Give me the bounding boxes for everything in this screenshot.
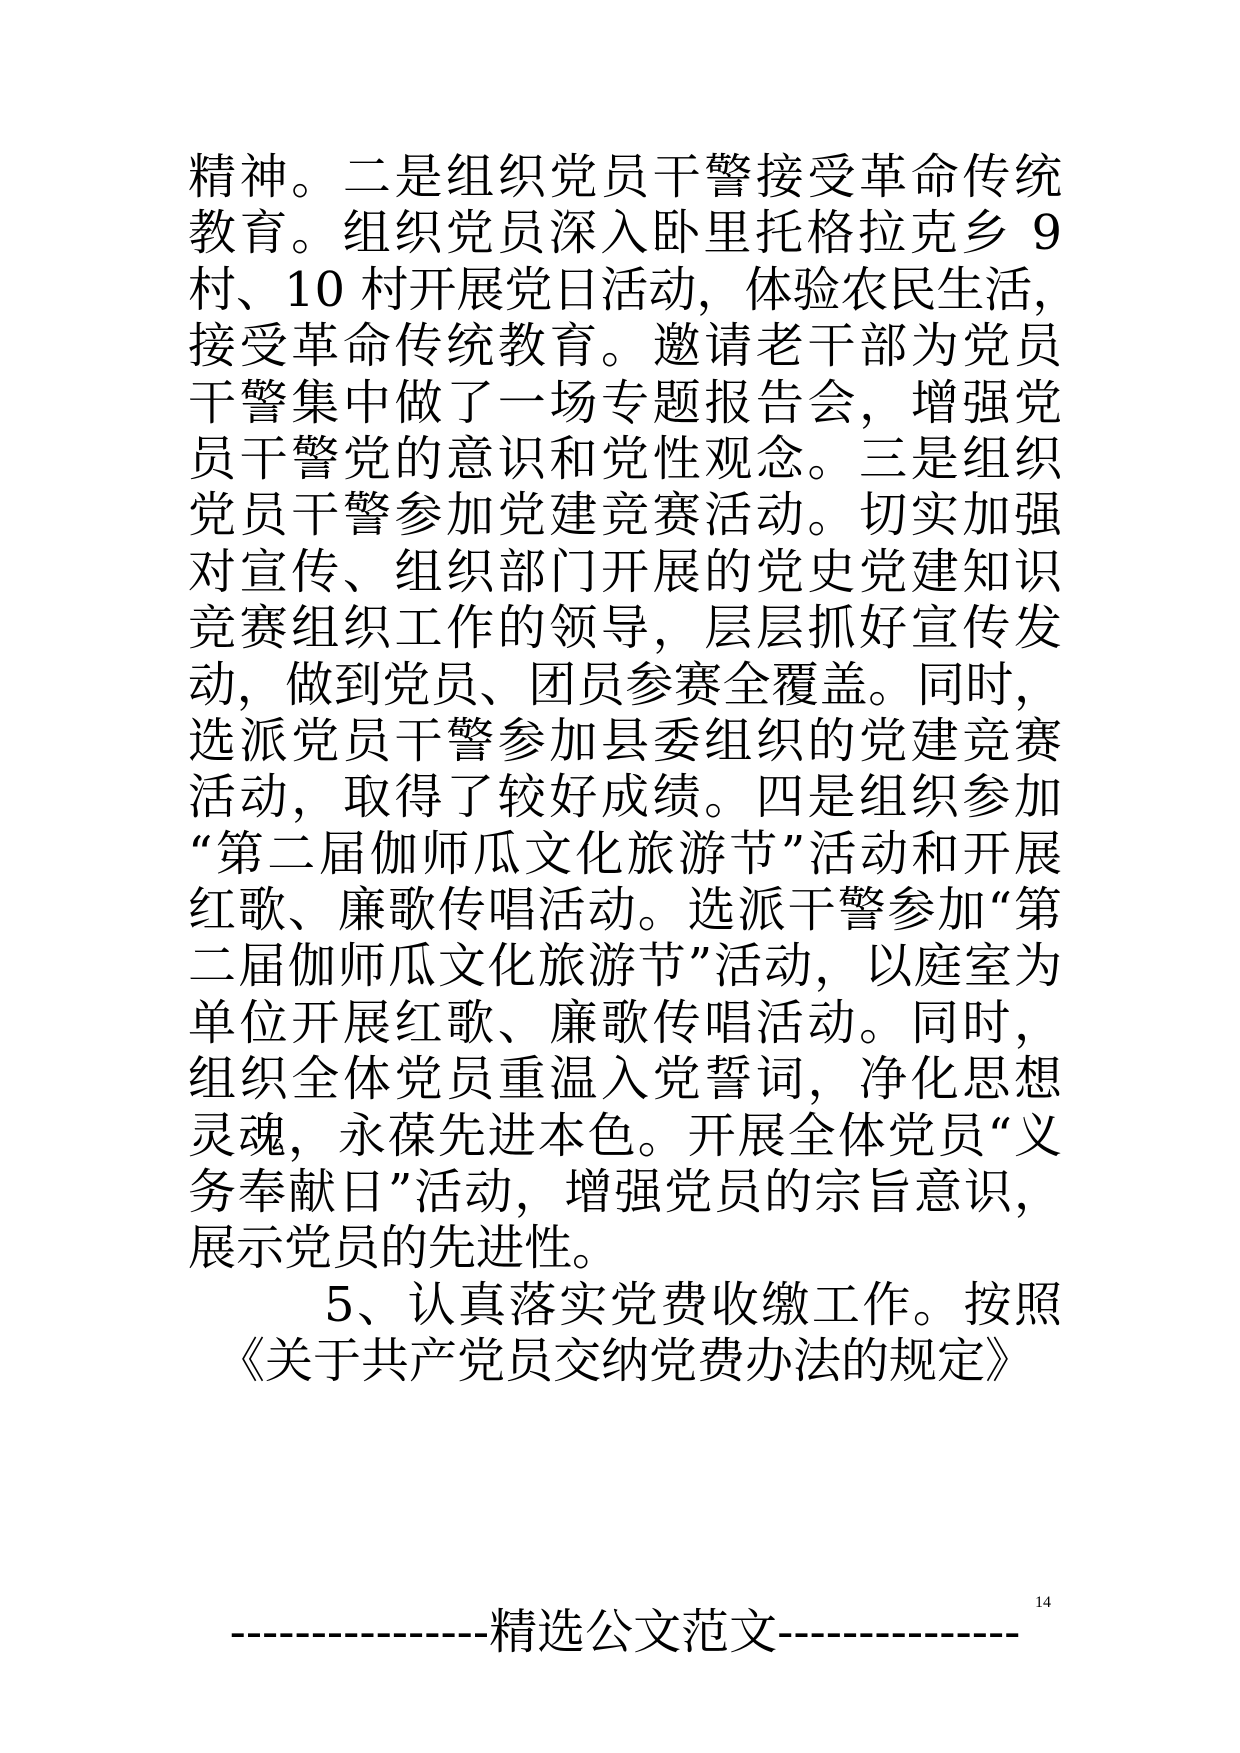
text-line: 二届伽师瓜文化旅游节”活动，以庭室为 [188, 938, 1062, 995]
text-line: 对宣传、组织部门开展的党史党建知识 [188, 543, 1062, 600]
page-number: 14 [1035, 1594, 1051, 1611]
text-line: “第二届伽师瓜文化旅游节”活动和开展 [188, 825, 1062, 882]
text-line: 展示党员的先进性。 [188, 1220, 621, 1277]
text-line: 接受革命传统教育。邀请老干部为党员 [188, 318, 1062, 375]
text-line: 务奉献日”活动，增强党员的宗旨意识， [188, 1164, 1062, 1221]
text-line: 活动，取得了较好成绩。四是组织参加 [188, 769, 1062, 826]
text-line: 《关于共产党员交纳党费办法的规定》 [216, 1333, 1033, 1390]
text-line: 红歌、廉歌传唱活动。选派干警参加“第 [188, 882, 1062, 939]
text-line: 精神。二是组织党员干警接受革命传统 [188, 149, 1062, 205]
text-line: 5、认真落实党费收缴工作。按照 [324, 1276, 1062, 1333]
text-line: 员干警党的意识和党性观念。三是组织 [188, 430, 1062, 487]
document-body [188, 149, 1081, 1390]
text-line: 灵魂，永葆先进本色。开展全体党员“义 [188, 1107, 1062, 1164]
footer-banner: ----------------精选公文范文--------------- [229, 1604, 1021, 1660]
text-line: 动，做到党员、团员参赛全覆盖。同时， [188, 656, 1062, 713]
text-line: 干警集中做了一场专题报告会，增强党 [188, 374, 1062, 431]
text-line: 单位开展红歌、廉歌传唱活动。同时， [188, 994, 1062, 1051]
text-line: 村、10 村开展党日活动，体验农民生活， [188, 261, 1081, 318]
text-line: 党员干警参加党建竞赛活动。切实加强 [188, 487, 1062, 544]
text-line: 选派党员干警参加县委组织的党建竞赛 [188, 712, 1062, 769]
text-line: 教育。组织党员深入卧里托格拉克乡 9 [188, 205, 1062, 262]
text-line: 竞赛组织工作的领导，层层抓好宣传发 [188, 600, 1062, 657]
text-line: 组织全体党员重温入党誓词，净化思想 [188, 1051, 1062, 1108]
